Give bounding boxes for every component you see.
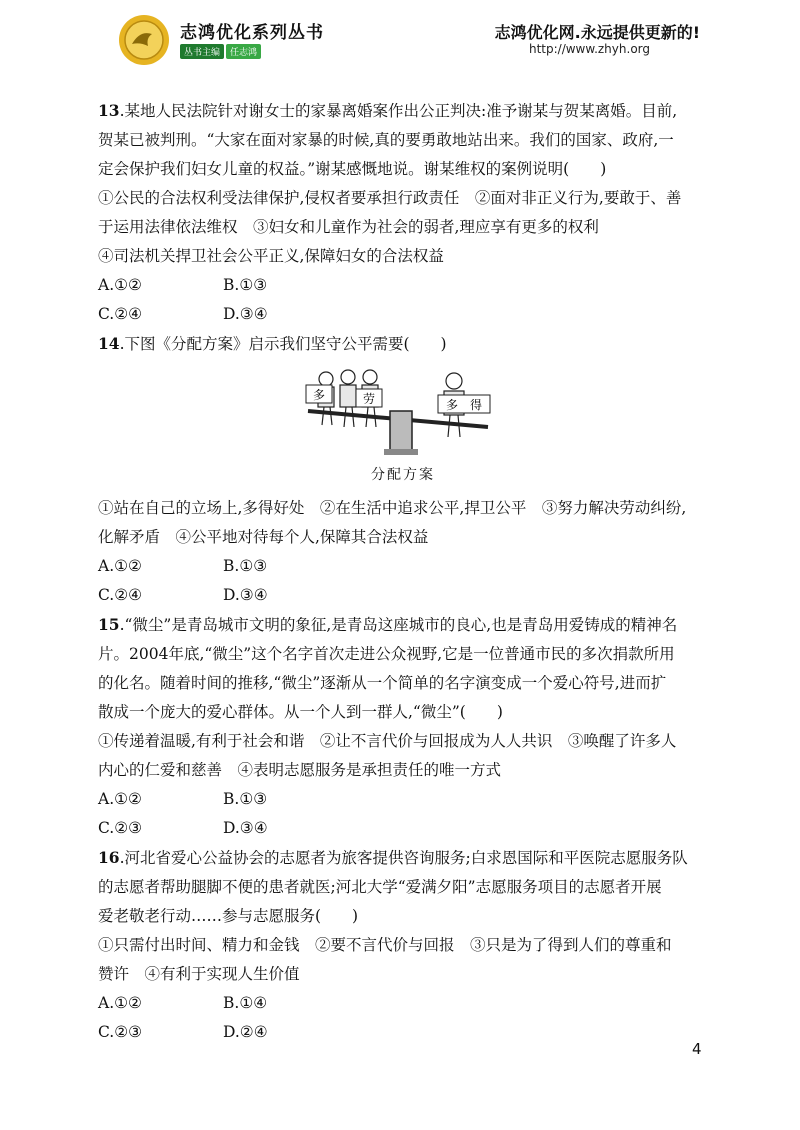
answer-options [98, 989, 708, 1047]
stem-line: 贺某已被判刑。“大家在面对家暴的时候,真的要勇敢地站出来。我们的国家、政府,一 [98, 131, 674, 149]
stem-line: 15.“微尘”是青岛城市文明的象征,是青岛这座城市的良心,也是青岛用爱铸成的精神名 [98, 615, 678, 634]
question-number: 16 [98, 848, 120, 867]
question-content [98, 96, 708, 1047]
question-number: 14 [98, 334, 120, 353]
stem-line: 13.某地人民法院针对谢女士的家暴离婚案作出公正判决:准予谢某与贺某离婚。目前, [98, 101, 678, 120]
page-header [0, 0, 800, 70]
option-d[interactable]: D.②④ [223, 1023, 268, 1041]
option-a[interactable]: A.①② [98, 276, 142, 294]
option-b[interactable]: B.①③ [223, 557, 268, 575]
stem-line: 14.下图《分配方案》启示我们坚守公平需要( ) [98, 334, 447, 353]
page-number: 4 [692, 1040, 702, 1058]
editor-label: 丛书主编 [180, 44, 224, 59]
editor-name: 任志鸿 [226, 44, 261, 59]
option-b[interactable]: B.①④ [223, 994, 268, 1012]
figure-caption: 分配方案 [371, 467, 435, 483]
option-c[interactable]: C.②③ [98, 819, 143, 837]
statement-line: ①站在自己的立场上,多得好处 ②在生活中追求公平,捍卫公平 ③努力解决劳动纠纷, [98, 499, 687, 517]
question-15 [98, 610, 708, 843]
stem-line: 定会保护我们妇女儿童的权益。”谢某感慨地说。谢某维权的案例说明( ) [98, 160, 607, 178]
option-c[interactable]: C.②③ [98, 1023, 143, 1041]
option-a[interactable]: A.①② [98, 994, 142, 1012]
statement-line: ①公民的合法权利受法律保护,侵权者要承担行政责任 ②面对非正义行为,要敢于、善 [98, 189, 682, 207]
option-d[interactable]: D.③④ [223, 819, 268, 837]
option-d[interactable]: D.③④ [223, 305, 268, 323]
answer-options [98, 271, 708, 329]
answer-options [98, 552, 708, 610]
sign-text: 多 [312, 388, 326, 402]
statement-line: 于运用法律依法维权 ③妇女和儿童作为社会的弱者,理应享有更多的权利 [98, 218, 599, 236]
answer-options [98, 785, 708, 843]
stem-line: 爱老敬老行动……参与志愿服务( ) [98, 907, 359, 925]
stem-line: 16.河北省爱心公益协会的志愿者为旅客提供咨询服务;白求恩国际和平医院志愿服务队 [98, 848, 688, 867]
question-13 [98, 96, 708, 329]
option-d[interactable]: D.③④ [223, 586, 268, 604]
option-b[interactable]: B.①③ [223, 790, 268, 808]
seesaw-illustration [98, 365, 708, 461]
editor-badges [180, 44, 261, 59]
site-slogan: 志鸿优化网.永远提供更新的! [494, 23, 700, 42]
statement-line: ④司法机关捍卫社会公平正义,保障妇女的合法权益 [98, 247, 444, 265]
statement-line: 化解矛盾 ④公平地对待每个人,保障其合法权益 [98, 528, 429, 546]
statement-line: 内心的仁爱和慈善 ④表明志愿服务是承担责任的唯一方式 [98, 761, 502, 779]
stem-line: 散成一个庞大的爱心群体。从一个人到一群人,“微尘”( ) [98, 703, 503, 721]
stem-line: 的化名。随着时间的推移,“微尘”逐渐从一个简单的名字演变成一个爱心符号,进而扩 [98, 674, 667, 692]
option-a[interactable]: A.①② [98, 557, 142, 575]
stem-line: 片。2004年底,“微尘”这个名字首次走进公众视野,它是一位普通市民的多次捐款所用 [98, 645, 675, 663]
statement-line: ①传递着温暖,有利于社会和谐 ②让不言代价与回报成为人人共识 ③唤醒了许多人 [98, 732, 677, 750]
question-16 [98, 843, 708, 1047]
option-c[interactable]: C.②④ [98, 305, 143, 323]
site-url[interactable]: http://www.zhyh.org [528, 42, 650, 56]
publisher-logo [118, 14, 170, 66]
option-b[interactable]: B.①③ [223, 276, 268, 294]
question-14 [98, 329, 708, 610]
statement-line: ①只需付出时间、精力和金钱 ②要不言代价与回报 ③只是为了得到人们的尊重和 [98, 936, 672, 954]
option-a[interactable]: A.①② [98, 790, 142, 808]
series-title: 志鸿优化系列丛书 [180, 23, 324, 43]
stem-line: 的志愿者帮助腿脚不便的患者就医;河北大学“爱满夕阳”志愿服务项目的志愿者开展 [98, 878, 662, 896]
question-number: 13 [98, 101, 120, 120]
sign-text: 多 [445, 398, 459, 412]
sign-text: 劳 [362, 392, 376, 406]
sign-text: 得 [469, 398, 483, 412]
option-c[interactable]: C.②④ [98, 586, 143, 604]
distribution-cartoon [98, 365, 708, 461]
question-number: 15 [98, 615, 120, 634]
statement-line: 赞许 ④有利于实现人生价值 [98, 965, 300, 983]
